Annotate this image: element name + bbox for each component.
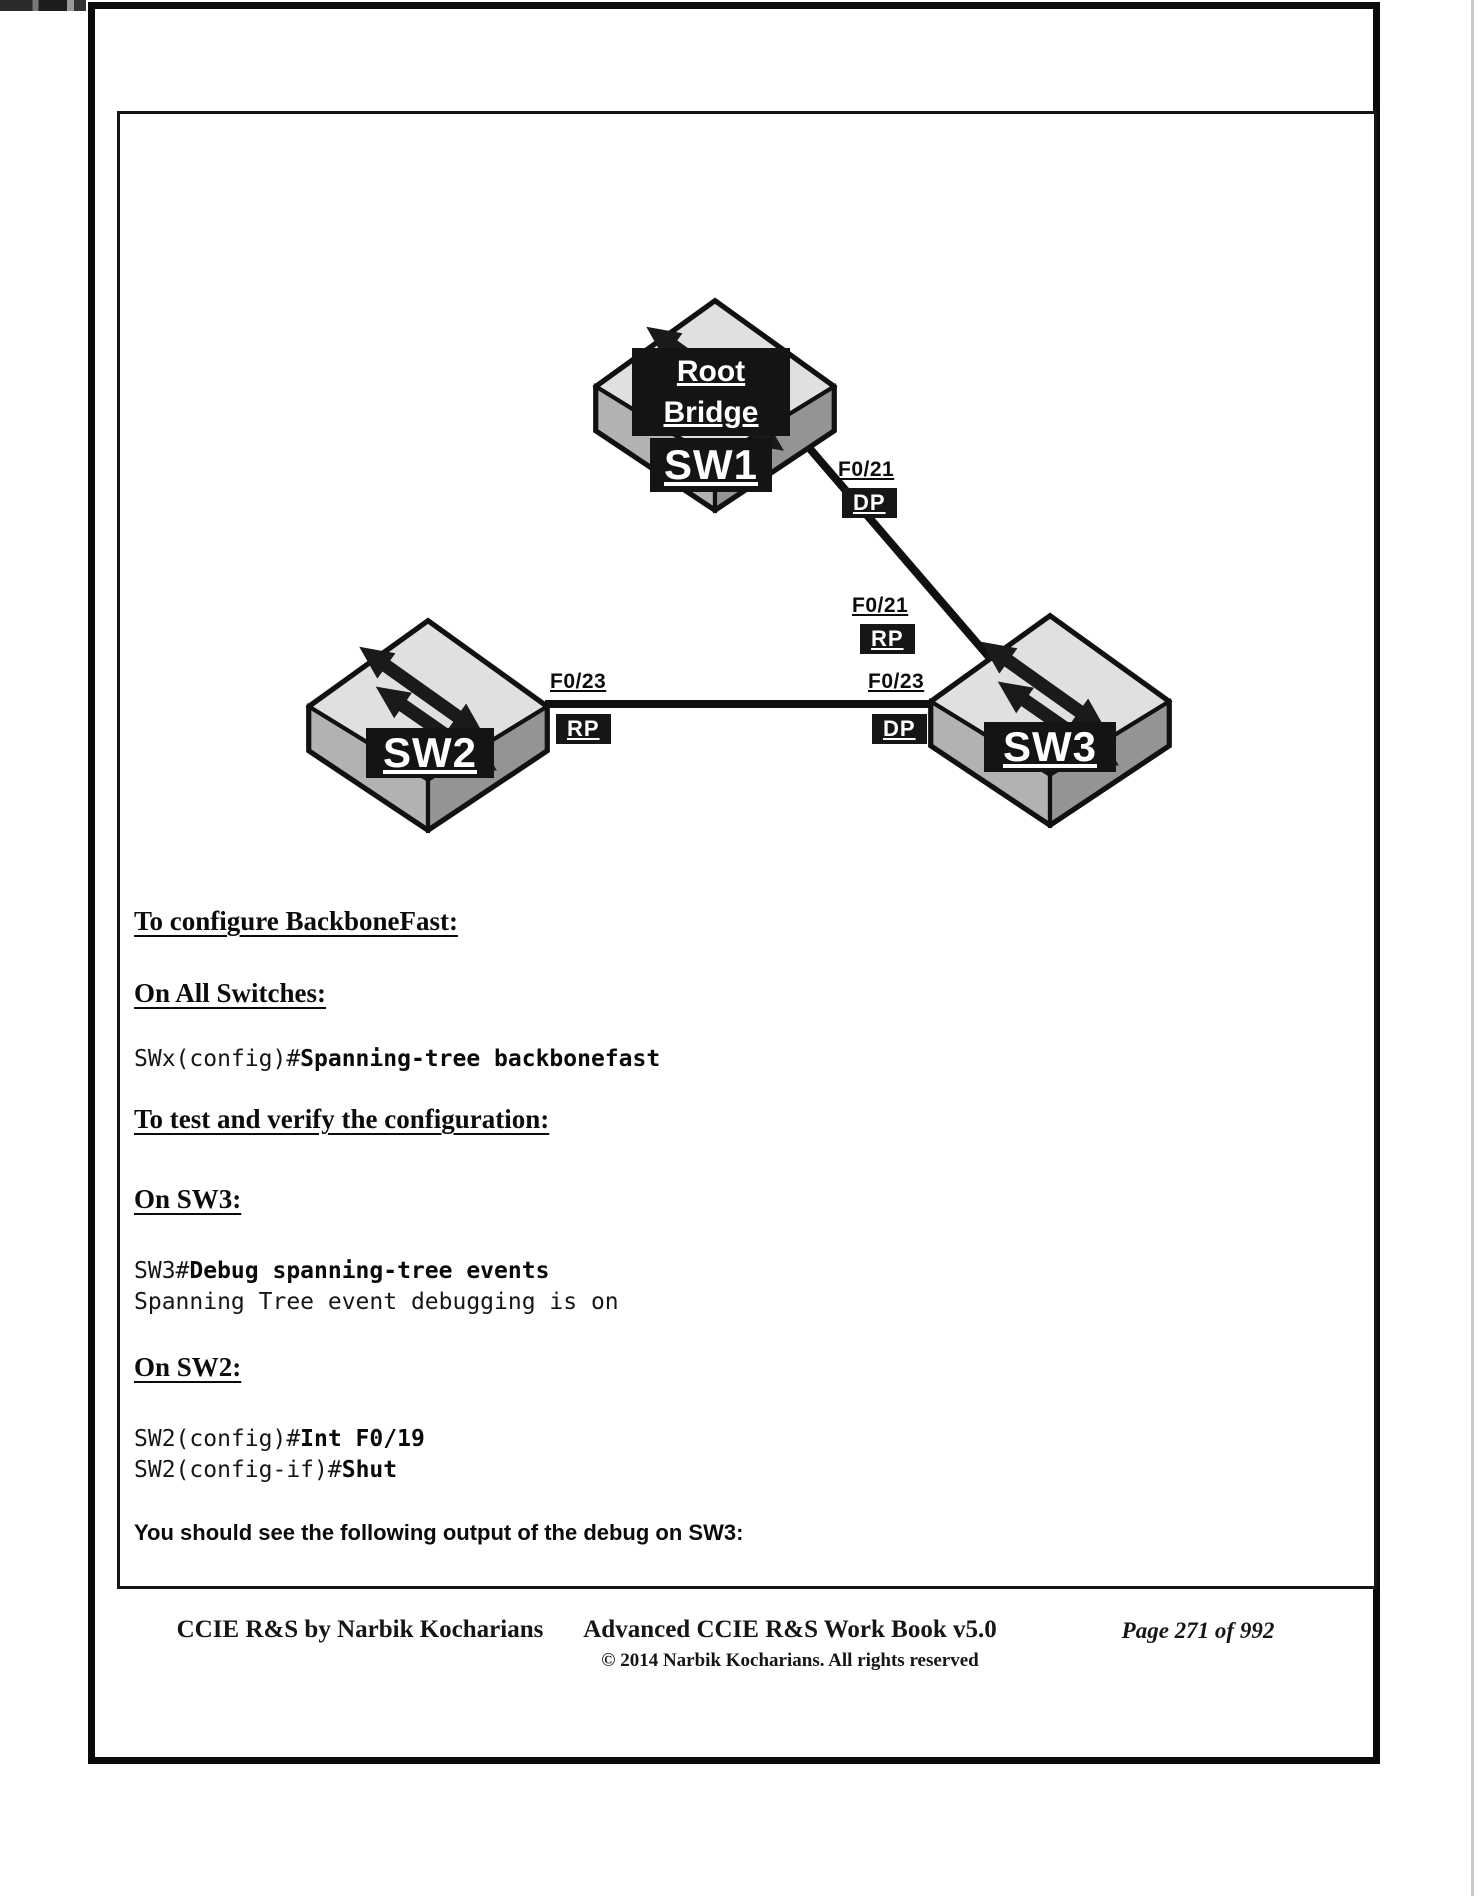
cli-command: Spanning-tree backbonefast bbox=[300, 1046, 661, 1072]
heading-configure-backbonefast: To configure BackboneFast: bbox=[134, 906, 459, 936]
switch-icon-sw2 bbox=[303, 615, 553, 836]
footer-book-info bbox=[555, 1616, 1025, 1672]
footer-author: CCIE R&S by Narbik Kocharians bbox=[176, 1616, 544, 1643]
command-shutdown-block bbox=[134, 1424, 425, 1486]
heading-on-sw2: On SW2: bbox=[134, 1352, 242, 1382]
footer-page-number: Page 271 of 992 bbox=[1121, 1618, 1275, 1643]
port-role-sw3-rp: RP bbox=[860, 624, 915, 654]
cli-command: Int F0/19 bbox=[300, 1426, 425, 1452]
cli-prompt: SW3# bbox=[134, 1258, 190, 1284]
heading-on-all-switches: On All Switches: bbox=[134, 978, 327, 1008]
heading-test-and-verify: To test and verify the configuration: bbox=[134, 1104, 550, 1134]
command-backbonefast bbox=[134, 1044, 660, 1075]
scan-smudge bbox=[0, 0, 86, 11]
scan-edge-line bbox=[1471, 0, 1474, 1896]
cli-command: Shut bbox=[341, 1457, 398, 1483]
footer-book-title: Advanced CCIE R&S Work Book v5.0 bbox=[583, 1616, 997, 1643]
switch-icon-sw3 bbox=[925, 610, 1175, 831]
cli-command: Debug spanning-tree events bbox=[189, 1258, 550, 1284]
heading-on-sw3: On SW3: bbox=[134, 1184, 242, 1214]
cli-prompt: SWx(config)# bbox=[134, 1046, 301, 1072]
port-role-sw2-rp: RP bbox=[556, 714, 611, 744]
port-label-sw1-f021: F0/21 bbox=[838, 458, 895, 481]
port-label-sw3-f023: F0/23 bbox=[868, 670, 925, 693]
port-role-sw3-dp: DP bbox=[872, 714, 927, 744]
port-label-sw2-f023: F0/23 bbox=[550, 670, 607, 693]
switch-label-sw3: SW3 bbox=[984, 722, 1116, 772]
link-sw2-sw3 bbox=[545, 700, 940, 708]
port-label-sw3-f021: F0/21 bbox=[852, 594, 909, 617]
cli-prompt: SW2(config)# bbox=[134, 1426, 301, 1452]
command-debug-block bbox=[134, 1256, 619, 1318]
switch-label-sw2: SW2 bbox=[366, 728, 494, 778]
cli-output: Spanning Tree event debugging is on bbox=[134, 1289, 619, 1315]
switch-label-sw1: SW1 bbox=[650, 438, 772, 492]
port-role-sw1-dp: DP bbox=[842, 488, 897, 518]
footer-copyright: © 2014 Narbik Kocharians. All rights reserved bbox=[601, 1650, 979, 1671]
root-bridge-label: Root Bridge bbox=[632, 348, 790, 436]
cli-prompt: SW2(config-if)# bbox=[134, 1457, 342, 1483]
closing-note: You should see the following output of the debug on SW3: bbox=[134, 1520, 744, 1545]
